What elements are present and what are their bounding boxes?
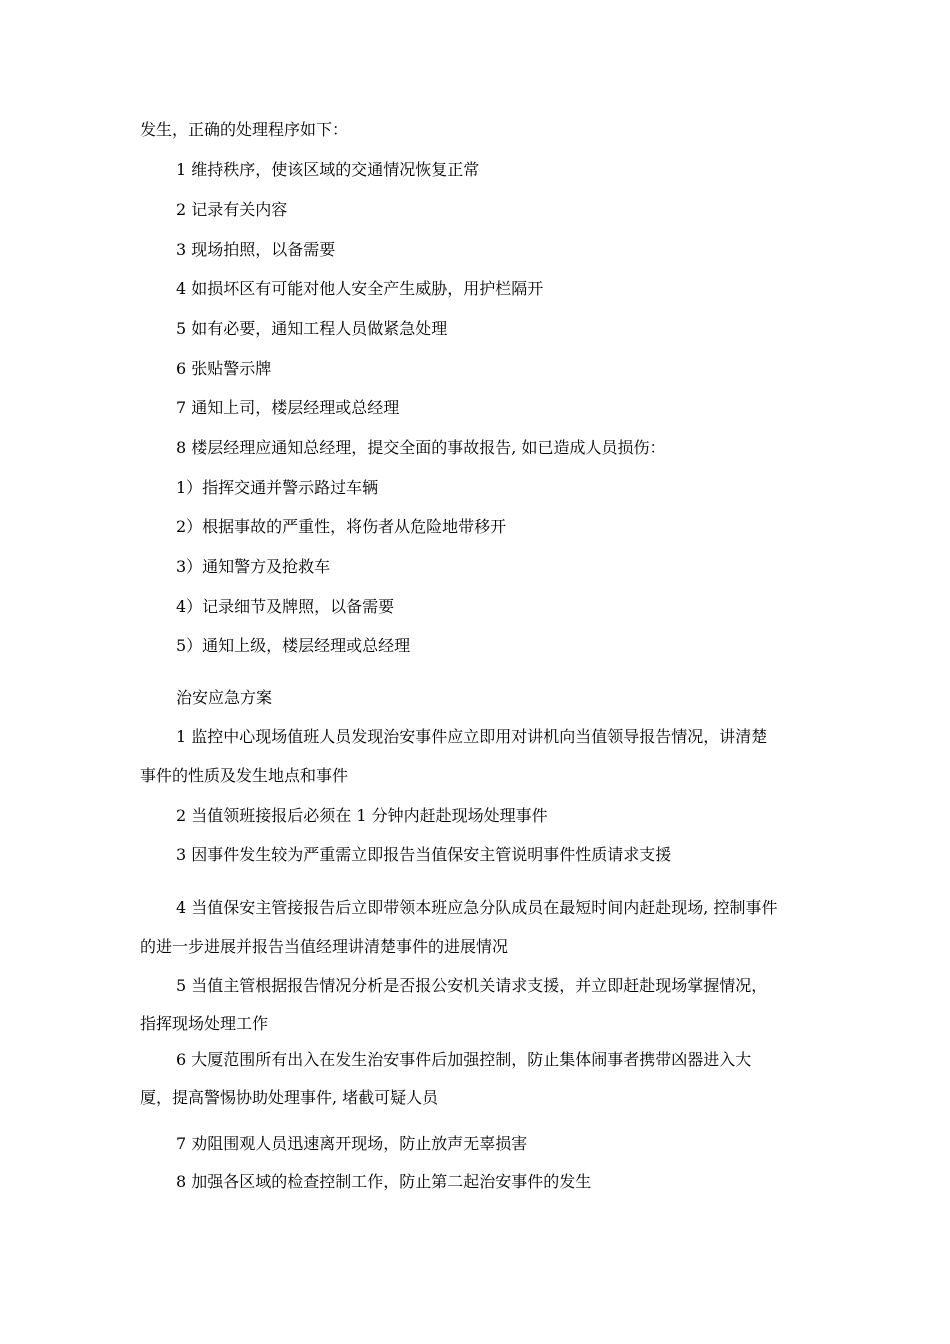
security-item-2: 2 当值领班接报后必须在 1 分钟内赶赴现场处理事件 bbox=[176, 806, 548, 825]
injury-step-2: 2）根据事故的严重性，将伤者从危险地带移开 bbox=[176, 517, 507, 536]
security-item-6-cont: 厦，提高警惕协助处理事件, 堵截可疑人员 bbox=[140, 1088, 439, 1107]
security-item-7: 7 劝阻围观人员迅速离开现场，防止放声无辜损害 bbox=[176, 1134, 528, 1153]
security-item-4: 4 当值保安主管接报告后立即带领本班应急分队成员在最短时间内赶赴现场, 控制事件 bbox=[176, 898, 778, 917]
injury-step-3: 3）通知警方及抢救车 bbox=[176, 557, 331, 576]
procedure-step-5: 5 如有必要，通知工程人员做紧急处理 bbox=[176, 319, 448, 338]
injury-step-5: 5）通知上级，楼层经理或总经理 bbox=[176, 636, 411, 655]
security-item-8: 8 加强各区域的检查控制工作，防止第二起治安事件的发生 bbox=[176, 1172, 592, 1191]
injury-step-4: 4）记录细节及牌照，以备需要 bbox=[176, 597, 395, 616]
security-item-1: 1 监控中心现场值班人员发现治安事件应立即用对讲机向当值领导报告情况，讲清楚 bbox=[176, 727, 768, 746]
security-item-3: 3 因事件发生较为严重需立即报告当值保安主管说明事件性质请求支援 bbox=[176, 845, 672, 864]
security-item-1-cont: 事件的性质及发生地点和事件 bbox=[140, 766, 349, 785]
procedure-step-6: 6 张贴警示牌 bbox=[176, 359, 272, 378]
procedure-step-8: 8 楼层经理应通知总经理，提交全面的事故报告, 如已造成人员损伤： bbox=[176, 438, 666, 457]
intro-line: 发生，正确的处理程序如下： bbox=[140, 120, 349, 139]
procedure-step-1: 1 维持秩序，使该区域的交通情况恢复正常 bbox=[176, 160, 480, 179]
procedure-step-3: 3 现场拍照，以备需要 bbox=[176, 240, 336, 259]
injury-step-1: 1）指挥交通并警示路过车辆 bbox=[176, 478, 379, 497]
procedure-step-7: 7 通知上司，楼层经理或总经理 bbox=[176, 398, 400, 417]
procedure-step-2: 2 记录有关内容 bbox=[176, 200, 288, 219]
security-item-5-cont: 指挥现场处理工作 bbox=[140, 1014, 269, 1033]
section-heading: 治安应急方案 bbox=[176, 688, 273, 707]
security-item-6: 6 大厦范围所有出入在发生治安事件后加强控制，防止集体闹事者携带凶器进入大 bbox=[176, 1050, 752, 1069]
security-item-5: 5 当值主管根据报告情况分析是否报公安机关请求支援，并立即赶赴现场掌握情况， bbox=[176, 976, 768, 995]
security-item-4-cont: 的进一步进展并报告当值经理讲清楚事件的进展情况 bbox=[140, 937, 509, 956]
procedure-step-4: 4 如损坏区有可能对他人安全产生威胁，用护栏隔开 bbox=[176, 279, 544, 298]
